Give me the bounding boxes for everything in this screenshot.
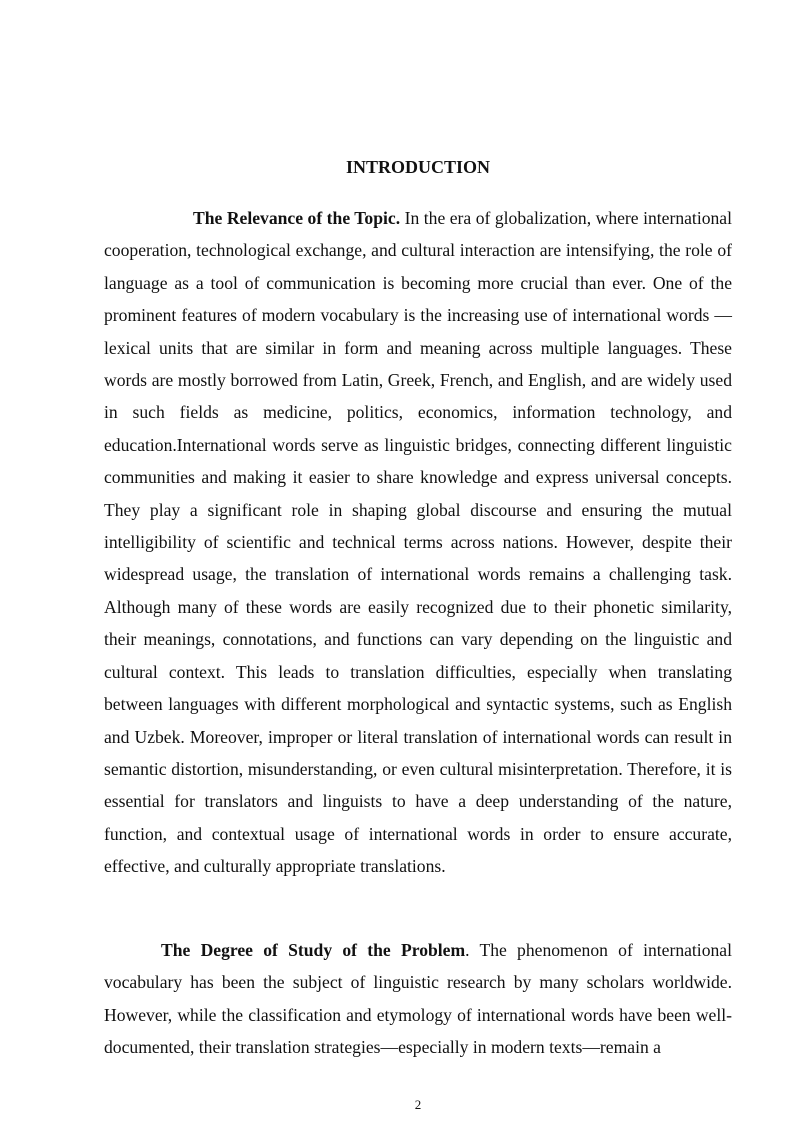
- paragraph-lead-relevance: The Relevance of the Topic.: [193, 208, 401, 228]
- paragraph-lead-degree-of-study: The Degree of Study of the Problem: [161, 940, 466, 960]
- paragraph-body-degree-of-study: . The phenomenon of international vocabulary has been the subject of linguistic research by many scholars worldwide. However, while the classification and etymology of international words have been well-documented, their translation strategies—especially in modern texts—remain a: [104, 940, 732, 1058]
- page-title: INTRODUCTION: [345, 157, 491, 177]
- paragraph-body-relevance: In the era of globalization, where international cooperation, technological exchange, and cultural interaction are intensifying, the role of language as a tool of communication is becoming more crucial than ever. One of the prominent features of modern vocabulary is the increasing use of international words — lexical units that are similar in form and meaning across multiple languages. These words are mostly borrowed from Latin, Greek, French, and English, and are widely used in such fields as medicine, politics, economics, information technology, and education.International words serve as linguistic bridges, connecting different linguistic communities and making it easier to share knowledge and express universal concepts. They play a significant role in shaping global discourse and ensuring the mutual intelligibility of scientific and technical terms across nations. However, despite their widespread usage, the translation of international words remains a challenging task. Although many of these words are easily recognized due to their phonetic similarity, their meanings, connotations, and functions can vary depending on the linguistic and cultural context. This leads to translation difficulties, especially when translating between languages with different morphological and syntactic systems, such as English and Uzbek. Moreover, improper or literal translation of international words can result in semantic distortion, misunderstanding, or even cultural misinterpretation. Therefore, it is essential for translators and linguists to have a deep understanding of the nature, function, and contextual usage of international words in order to ensure accurate, effective, and culturally appropriate translations.: [104, 208, 732, 877]
- page-number: 2: [414, 1097, 422, 1112]
- paragraph-relevance: [104, 202, 732, 883]
- paragraph-degree-of-study: [104, 934, 732, 1064]
